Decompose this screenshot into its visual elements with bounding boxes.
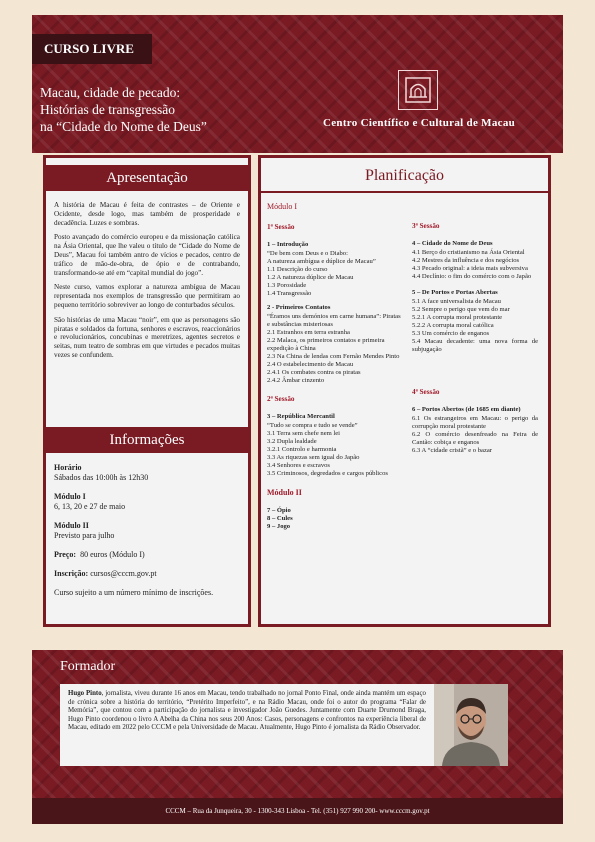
session-line: 2.4.1 Os combates contra os piratas xyxy=(267,369,361,376)
paragraph: A história de Macau é feita de contrastes – de Oriente e Ocidente, desde logo, mas também de prosperidade e decadência. Luzes e sombras. xyxy=(54,201,240,227)
session-line: 2.1 Estranhos em terra estranha xyxy=(267,329,350,336)
session-6-content xyxy=(412,406,538,455)
session-3-label: 3ª Sessão xyxy=(412,222,440,230)
session-line: 3.2.1 Controlo e harmonia xyxy=(267,446,337,453)
session-line: 4 – Cidade do Nome de Deus xyxy=(412,240,493,247)
info-value: Sábados das 10:00h às 12h30 xyxy=(54,473,149,482)
modulo-1-label: Módulo I xyxy=(267,202,297,211)
session-5-content xyxy=(412,289,538,354)
formador-photo xyxy=(434,684,508,766)
plan-right-column xyxy=(412,222,538,455)
session-line: “Tudo se compra e tudo se vende” xyxy=(267,422,358,429)
session-line: 3 – República Mercantil xyxy=(267,413,335,420)
session-4-label: 4ª Sessão xyxy=(412,388,440,396)
session-line: 3.1 Terra sem chefe nem lei xyxy=(267,430,341,437)
session-line: 4.2 Mestres da influência e dos negócios xyxy=(412,257,520,264)
plan-left-column xyxy=(267,202,401,531)
session-line: 6 – Portos Abertos (de 1685 em diante) xyxy=(412,406,521,413)
modulo-2-label: Módulo II xyxy=(267,488,302,497)
info-label: Módulo I xyxy=(54,492,86,501)
session-line: 2.4 O estabelecimento de Macau xyxy=(267,361,354,368)
title-divider xyxy=(261,191,548,193)
informacoes-title: Informações xyxy=(46,427,248,453)
footer-contact: CCCM – Rua da Junqueira, 30 - 1300-343 Lisboa - Tel. (351) 927 990 200- www.cccm.gov.pt xyxy=(32,798,563,824)
session-4-content xyxy=(412,240,538,281)
organization-name: Centro Científico e Cultural de Macau xyxy=(323,117,516,129)
session-line: 3.3 As riquezas sem igual do Japão xyxy=(267,454,360,461)
session-line: 8 – Cules xyxy=(267,515,293,522)
formador-name: Hugo Pinto xyxy=(68,690,102,697)
session-line: 2.3 Na China de lendas com Fernão Mendes Pinto xyxy=(267,353,400,360)
session-line: 5.4 Macau decadente: uma nova forma de subjugação xyxy=(412,338,538,353)
session-line: 2 - Primeiros Contatos xyxy=(267,304,331,311)
inscricao-label: Inscrição: xyxy=(54,569,89,578)
session-line: 5.2.1 A corrupta moral protestante xyxy=(412,314,503,321)
planificacao-title: Planificação xyxy=(364,167,445,184)
session-1-content xyxy=(267,241,401,298)
session-line: 4.3 Pecado original: a ideia mais subversiva xyxy=(412,265,528,272)
session-line: 4.1 Berço do cristianismo na Ásia Oriental xyxy=(412,249,525,256)
formador-bio xyxy=(68,690,426,733)
formador-bio-box xyxy=(60,684,434,766)
title-line: Macau, cidade de pecado: xyxy=(40,85,181,100)
session-line: 4.4 Declínio: o fim do comércio com o Japão xyxy=(412,273,532,280)
info-label: Horário xyxy=(54,463,82,472)
title-line: na “Cidade do Nome de Deus” xyxy=(40,119,207,134)
title-line: Histórias de transgressão xyxy=(40,102,175,117)
formador-bio-text: , jornalista, viveu durante 16 anos em Macau, tendo trabalhado no jornal Ponto Final, onde ainda mantém um espaço de crónica sobre a história do território, “Pretérito Imperfeito”, e na Rádio Macau, onde foi o autor do programa “Falar de Memória”, que contou com a participação do jornalista e investigador João Guedes. Juntamente com Duarte Drumond Braga, Hugo Pinto coordenou o livro A Abelha da China nos seus 200 Anos: Casos, personagens e confrontos na experiência liberal de Macau, editado em 2022 pelo CCCM e pela Universidade de Macau. Atualmente, Hugo Pinto é jornalista da Rádio Observador. xyxy=(68,690,426,732)
session-line: 1.4 Transgressão xyxy=(267,290,312,297)
paragraph: Neste curso, vamos explorar a natureza ambígua de Macau representada nos exemplos de transgressão que permitiram ao pequeno território sobreviver ao longo de conturbados séculos. xyxy=(54,283,240,309)
cccm-logo-icon xyxy=(398,70,438,110)
session-line: 5.2 Sempre o perigo que vem do mar xyxy=(412,306,510,313)
session-line: 2.4.2 Âmbar cinzento xyxy=(267,377,325,384)
session-line: 6.1 Os estrangeiros em Macau: o perigo da corrupção moral protestante xyxy=(412,415,538,430)
session-line: 3.4 Senhores e escravos xyxy=(267,462,330,469)
paragraph: São histórias de uma Macau “noir”, em que as personagens são piratas e soldados da fortuna, senhores e escravos, reaccionários e revolucionários, concubinas e meretrizes, agentes secretos e seitas, num teatro de sombras em que virtudes e pecados muitas vezes se confundem. xyxy=(54,315,240,359)
price-line xyxy=(54,550,240,560)
info-value: Previsto para julho xyxy=(54,531,115,540)
session-line: 5.2.2 A corrupta moral católica xyxy=(412,322,494,329)
session-line: 3.5 Criminosos, degredados e cargos públicos xyxy=(267,470,388,477)
session-line: 1.3 Porosidade xyxy=(267,282,307,289)
minimum-note: Curso sujeito a um número mínimo de inscrições. xyxy=(54,588,214,597)
session-line: A natureza ambígua e dúplice de Macau” xyxy=(267,258,376,265)
formador-title: Formador xyxy=(60,659,116,674)
session-line: 1 – Introdução xyxy=(267,241,309,248)
modulo-2-content xyxy=(267,507,401,531)
session-line: 3.2 Dupla lealdade xyxy=(267,438,317,445)
inscricao-email-link[interactable]: cursos@cccm.gov.pt xyxy=(90,569,157,578)
session-2-content xyxy=(267,304,401,385)
info-value: 6, 13, 20 e 27 de maio xyxy=(54,502,126,511)
apresentacao-title: Apresentação xyxy=(46,165,248,191)
course-badge: CURSO LIVRE xyxy=(32,34,152,64)
session-line: 7 – Ópio xyxy=(267,507,291,514)
session-line: 5 – De Portos e Portas Abertas xyxy=(412,289,498,296)
session-line: 6.2 O comércio desenfreado na Feira de Cantão: cobiça e enganos xyxy=(412,431,538,446)
paragraph: Posto avançado do comércio europeu e da missionação católica na Ásia Oriental, que lhe valeu o título de “Cidade do Nome de Deus”, Macau foi também antro de vícios e pecados, centro de tráfico de mão-de-obra, de ópio e de contrabando, transformando-se até em “capital mundial do jogo”. xyxy=(54,233,240,277)
course-title xyxy=(40,84,207,135)
session-3-content xyxy=(267,413,401,478)
session-line: 1.1 Descrição do curso xyxy=(267,266,328,273)
session-2-label: 2ª Sessão xyxy=(267,395,295,403)
info-label: Módulo II xyxy=(54,521,89,530)
session-line: 1.2 A natureza dúplice de Macau xyxy=(267,274,354,281)
session-line: “De bem com Deus e o Diabo: xyxy=(267,250,348,257)
session-line: 9 – Jogo xyxy=(267,523,291,530)
price-value: 80 euros (Módulo I) xyxy=(80,550,145,559)
informacoes-list xyxy=(54,463,240,607)
session-line: 2.2 Malaca, os primeiros contatos e primeira expedição à China xyxy=(267,337,385,352)
session-line: 5.3 Um comércio de enganos xyxy=(412,330,490,337)
session-line: “Éramos uns demónios em carne humana”: Piratas e substâncias misteriosas xyxy=(267,313,401,328)
session-1-label: 1ª Sessão xyxy=(267,223,295,231)
session-line: 5.1 A face universalista de Macau xyxy=(412,298,501,305)
inscricao-line xyxy=(54,569,240,579)
price-label: Preço: xyxy=(54,550,77,559)
session-line: 6.3 A “cidade cristã” e o bazar xyxy=(412,447,493,454)
apresentacao-text xyxy=(54,201,240,366)
